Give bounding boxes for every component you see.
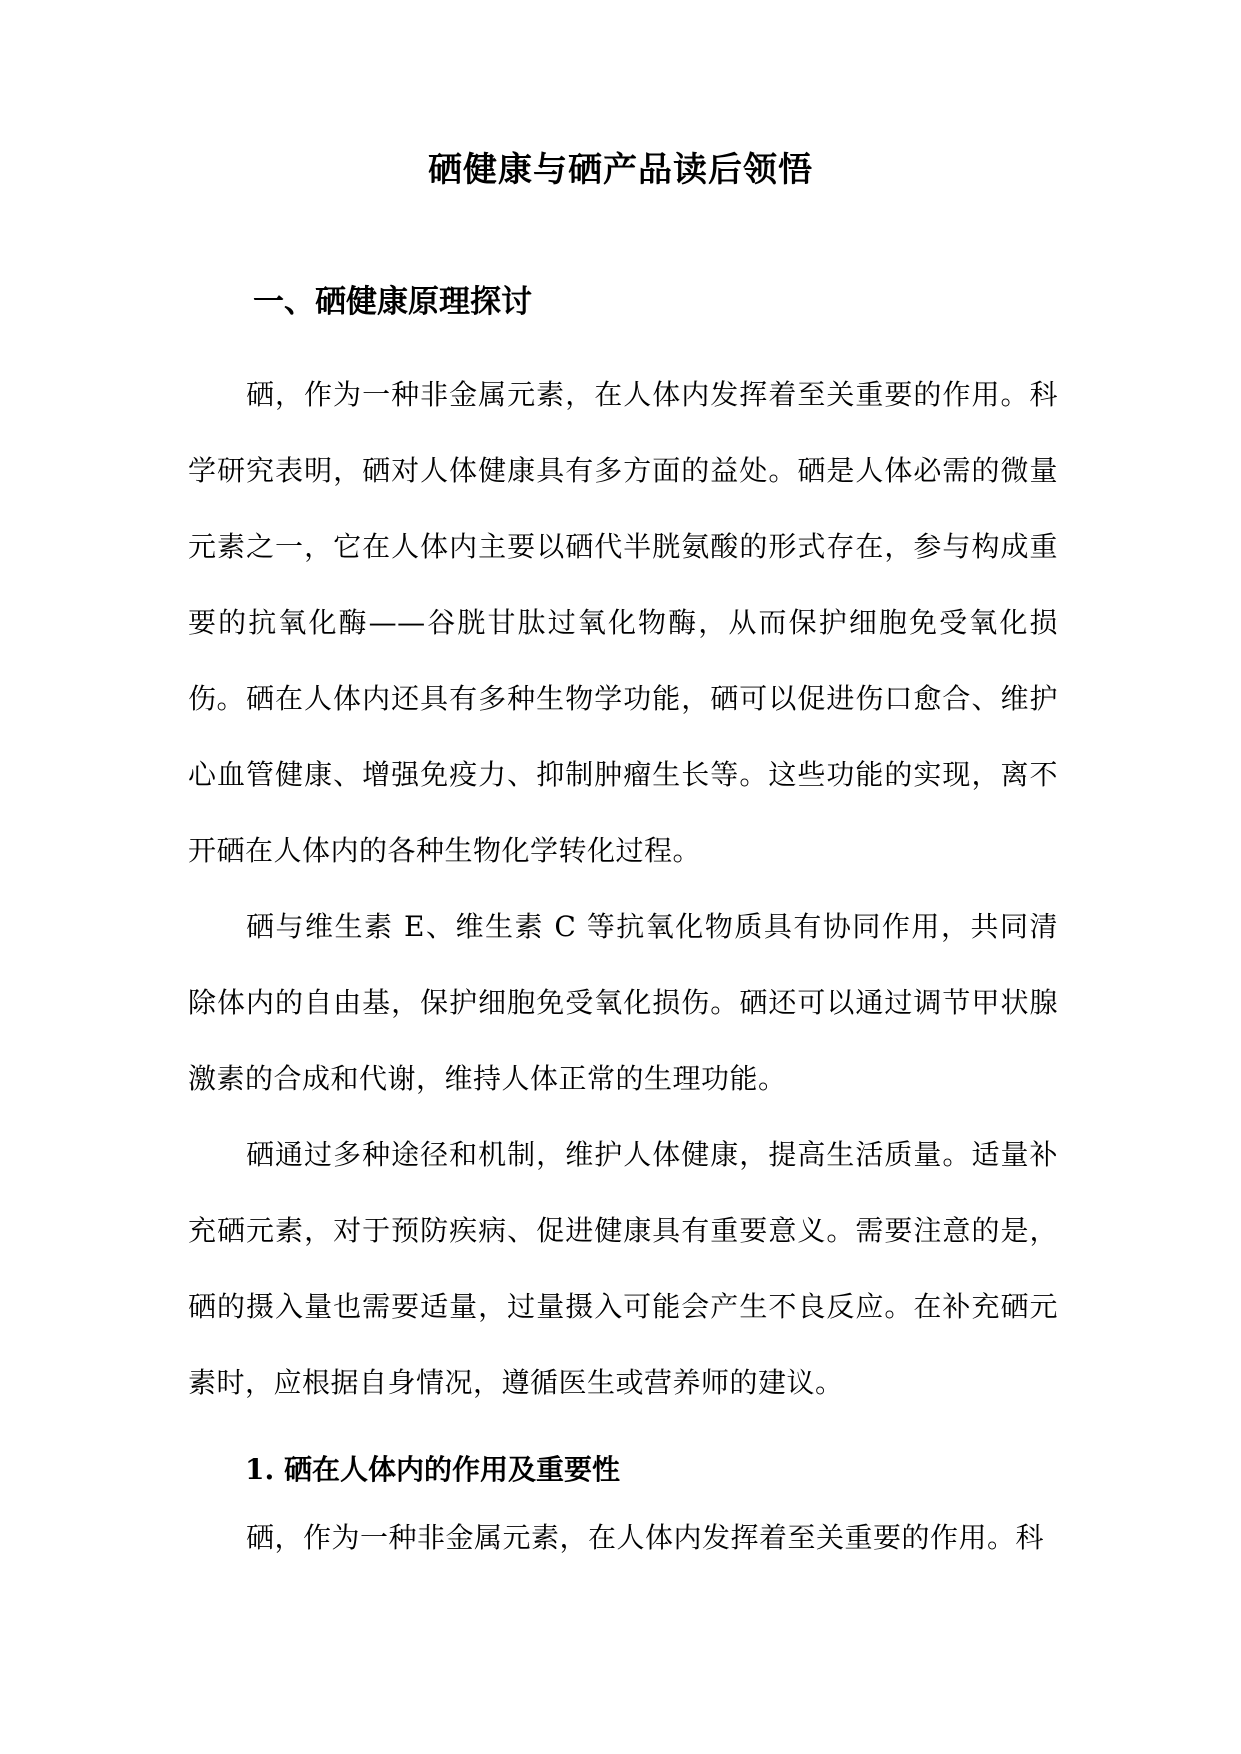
page-title: 硒健康与硒产品读后领悟: [428, 150, 813, 190]
section-heading: 一、硒健康原理探讨: [253, 284, 532, 320]
paragraph-1: 硒，作为一种非金属元素，在人体内发挥着至关重要的作用。科学研究表明，硒对人体健康具有多方面的益处。硒是人体必需的微量元素之一，它在人体内主要以硒代半胱氨酸的形式存在，参与构成重要的抗氧化酶——谷胱甘肽过氧化物酶，从而保护细胞免受氧化损伤。: [188, 378, 1058, 715]
paragraph-2: 硒在人体内还具有多种生物学功能，硒可以促进伤口愈合、维护心血管健康、增强免疫力、抑制肿瘤生长等。这些功能的实现，离不开硒在人体内的各种生物化学转化过程。: [188, 682, 1058, 867]
paragraph-3: 硒与维生素 E、维生素 C 等抗氧化物质具有协同作用，共同清除体内的自由基，保护细胞免受氧化损伤。硒还可以通过调节甲状腺激素的合成和代谢，维持人体正常的生理功能。: [188, 910, 1058, 1095]
subsection-paragraph: 硒，作为一种非金属元素，在人体内发挥着至关重要的作用。科: [246, 1521, 1045, 1554]
subsection-heading: 1. 硒在人体内的作用及重要性: [245, 1453, 620, 1486]
paragraph-4: 硒通过多种途径和机制，维护人体健康，提高生活质量。适量补充硒元素，对于预防疾病、促进健康具有重要意义。需要注意的是，硒的摄入量也需要适量，过量摄入可能会产生不良反应。在补充硒元素时，应根据自身情况，遵循医生或营养师的建议。: [188, 1138, 1058, 1399]
